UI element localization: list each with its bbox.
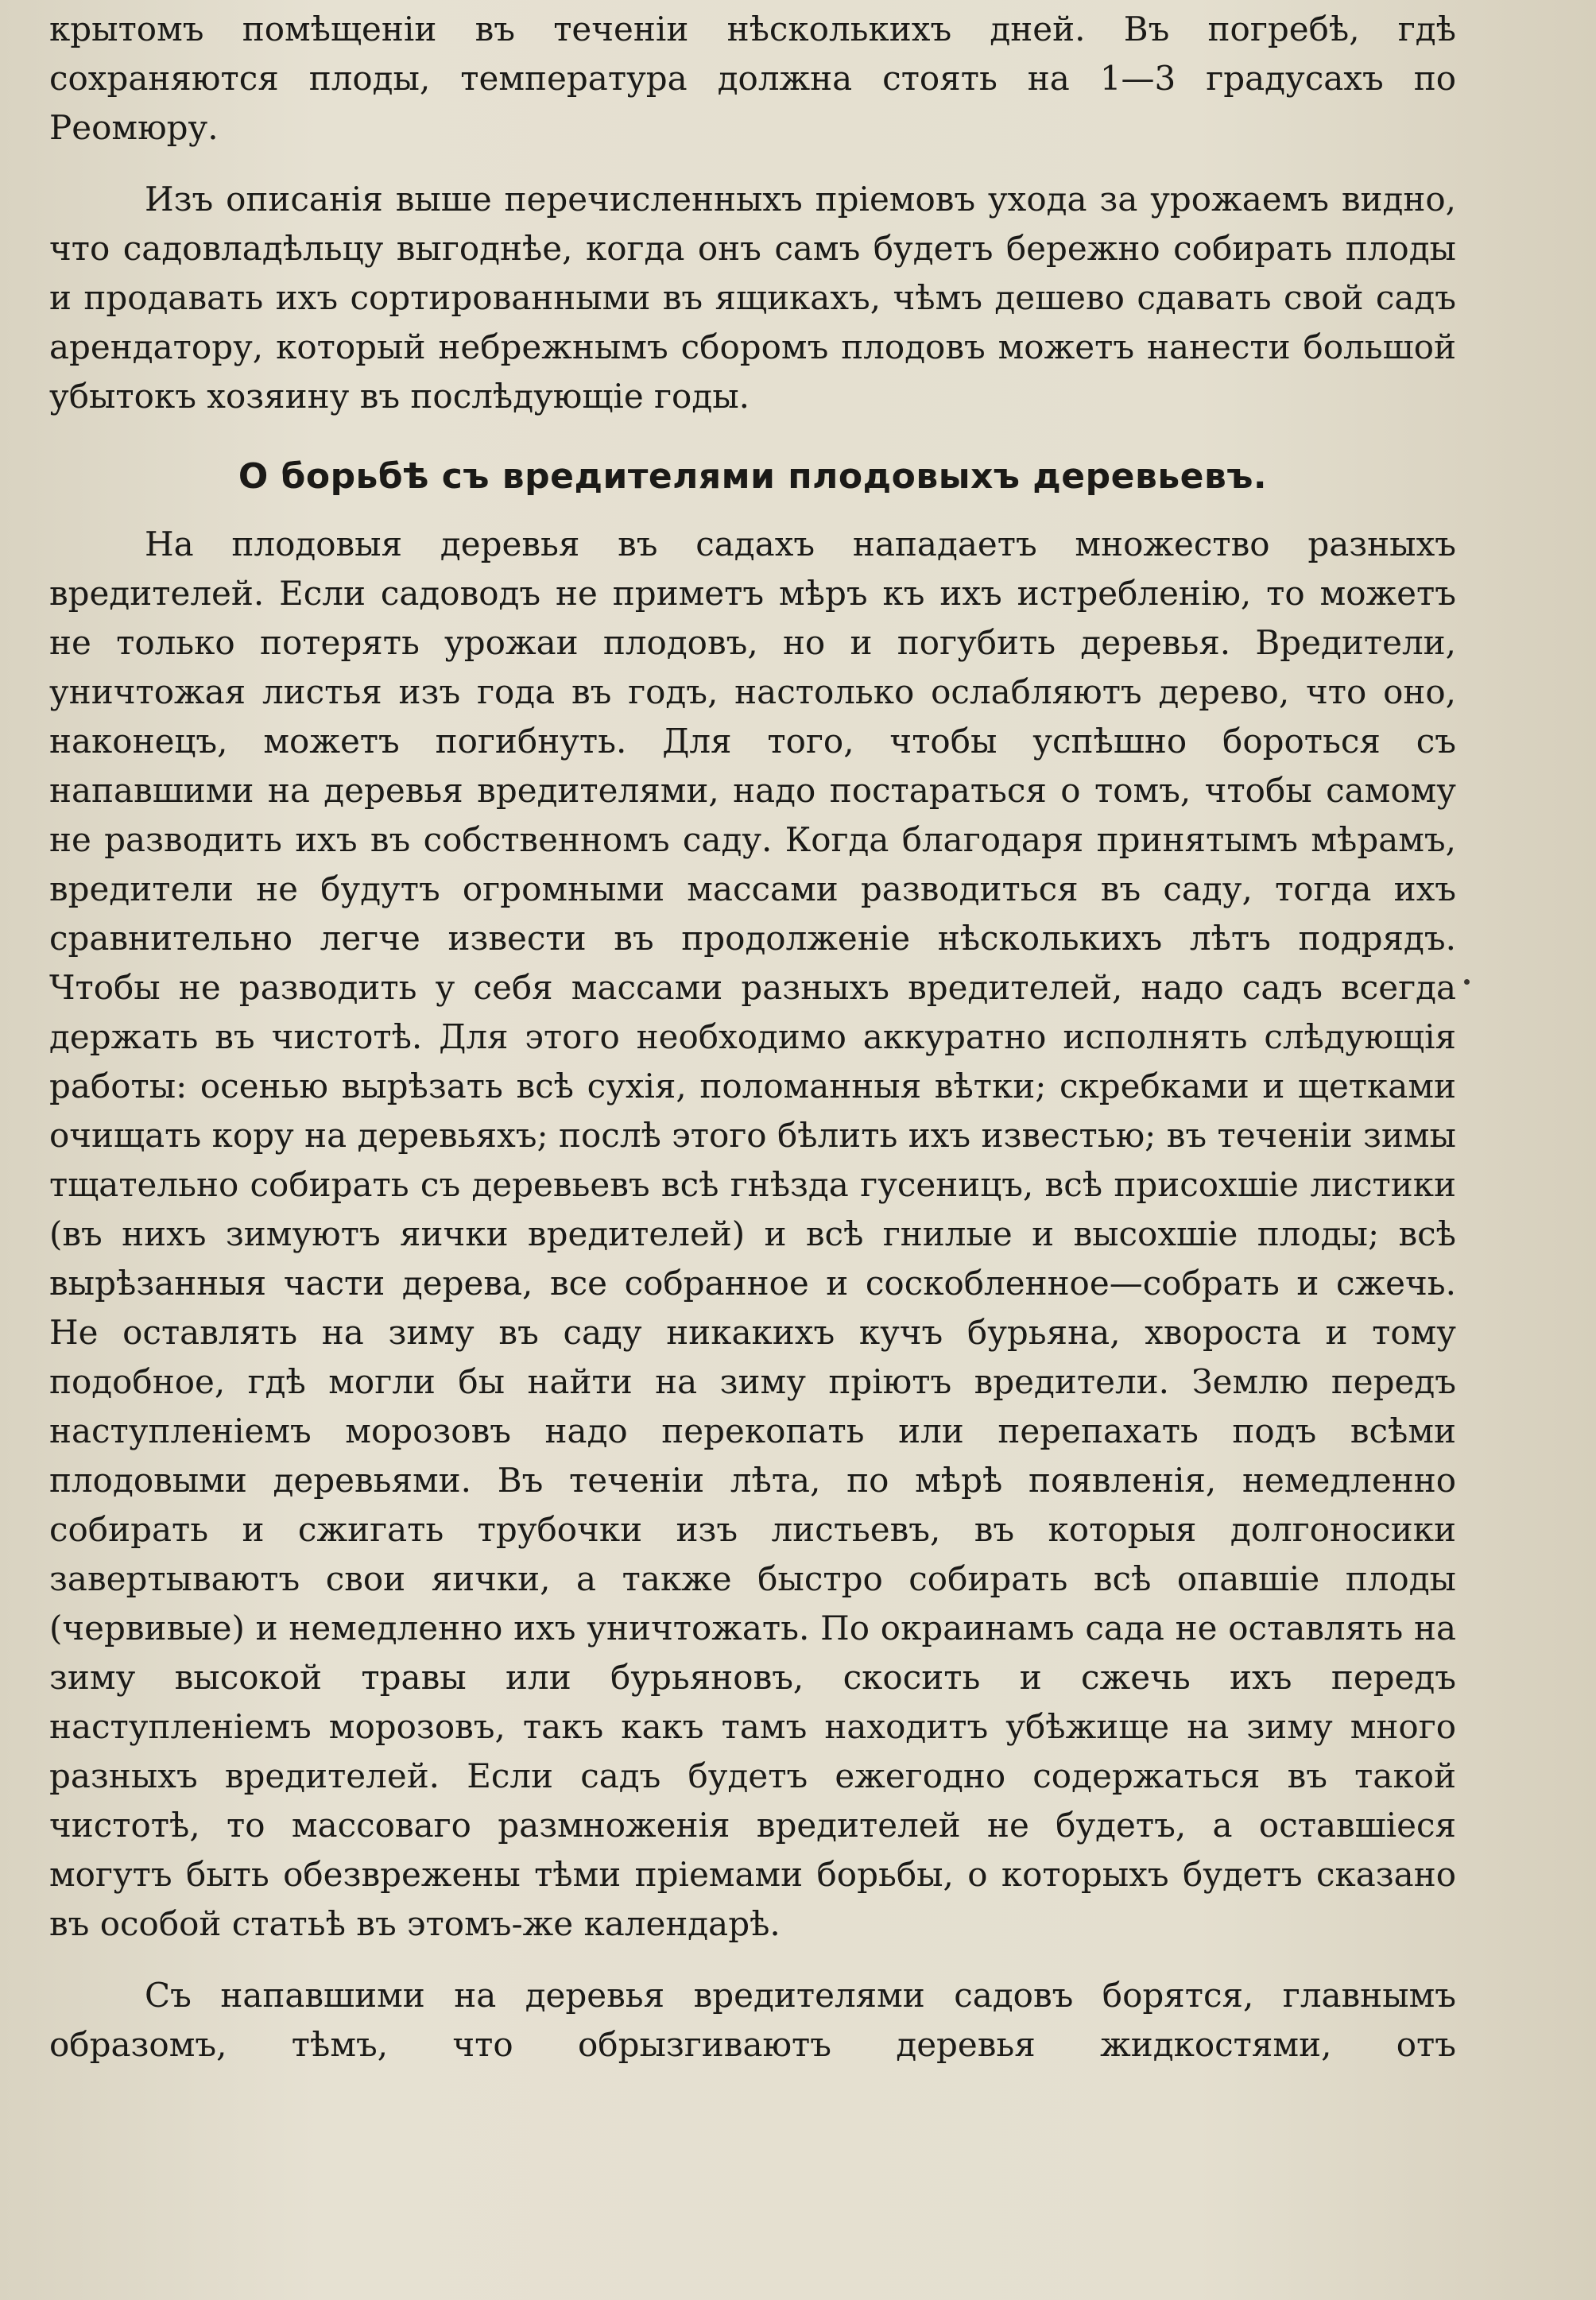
summary-paragraph: Изъ описанія выше перечисленныхъ пріемовъ ухода за урожаемъ видно, что садовладѣльцу выгоднѣе, когда онъ самъ будетъ бережно собирать плоды и продавать ихъ сортированными въ ящикахъ, чѣмъ дешево сдавать свой садъ арендатору, который небрежнымъ сборомъ плодовъ можетъ нанести большой убытокъ хозяину въ послѣдующіе годы. bbox=[49, 180, 1456, 416]
ink-speck bbox=[1464, 979, 1470, 985]
closing-paragraph: Съ напавшими на деревья вредителями садовъ борятся, главнымъ образомъ, тѣмъ, что обрызгиваютъ деревья жидкостями, отъ bbox=[49, 1976, 1456, 2064]
main-paragraph: На плодовыя деревья въ садахъ нападаетъ множество разныхъ вредителей. Если садоводъ не приметъ мѣръ къ ихъ истребленію, то можетъ не только потерять урожаи плодовъ, но и погубить деревья. Вредители, уничтожая листья изъ года въ годъ, настолько ослабляютъ дерево, что оно, наконецъ, можетъ погибнуть. Для того, чтобы успѣшно бороться съ напавшими на деревья вредителями, надо постараться о томъ, чтобы самому не разводить ихъ въ собственномъ саду. Когда благодаря принятымъ мѣрамъ, вредители не будутъ огромными массами разводиться въ саду, тогда ихъ сравнительно легче извести въ продолженіе нѣсколькихъ лѣтъ подрядъ. Чтобы не разводить у себя массами разныхъ вредителей, надо садъ всегда держать въ чистотѣ. Для этого необходимо аккуратно исполнять слѣдующія работы: осенью вырѣзать всѣ сухія, поломанныя вѣтки; скребками и щетками очищать кору на деревьяхъ; послѣ этого бѣлить ихъ известью; въ теченіи зимы тщательно собирать съ деревьевъ всѣ гнѣзда гусеницъ, всѣ присохшіе листики (въ нихъ зимуютъ яички вредителей) и всѣ гнилые и высохшіе плоды; всѣ вырѣзанныя части дерева, все собранное и соскобленное—собрать и сжечь. Не оставлять на зиму въ саду никакихъ кучъ бурьяна, хвороста и тому подобное, гдѣ могли бы найти на зиму пріютъ вредители. Землю передъ наступленіемъ морозовъ надо перекопать или перепахать подъ всѣми плодовыми деревьями. Въ теченіи лѣта, по мѣрѣ появленія, немедленно собирать и сжигать трубочки изъ листьевъ, въ которыя долгоносики завертываютъ свои яички, а также быстро собирать всѣ опавшіе плоды (червивые) и немедленно ихъ уничтожать. По окраинамъ сада не оставлять на зиму высокой травы или бурьяновъ, скосить и сжечь ихъ передъ наступленіемъ морозовъ, такъ какъ тамъ находитъ убѣжище на зиму много разныхъ вредителей. Если садъ будетъ ежегодно содержаться въ такой чистотѣ, то массоваго размноженія вредителей не будетъ, а оставшіеся могутъ быть обезврежены тѣми пріемами борьбы, о которыхъ будетъ сказано въ особой статьѣ въ этомъ-же календарѣ. bbox=[49, 525, 1456, 1943]
fragment-paragraph: крытомъ помѣщеніи въ теченіи нѣсколькихъ дней. Въ погребѣ, гдѣ сохраняются плоды, температура должна стоять на 1—3 градусахъ по Реомюру. bbox=[49, 10, 1456, 147]
section-heading: О борьбѣ съ вредителями плодовыхъ деревьевъ. bbox=[238, 456, 1268, 497]
